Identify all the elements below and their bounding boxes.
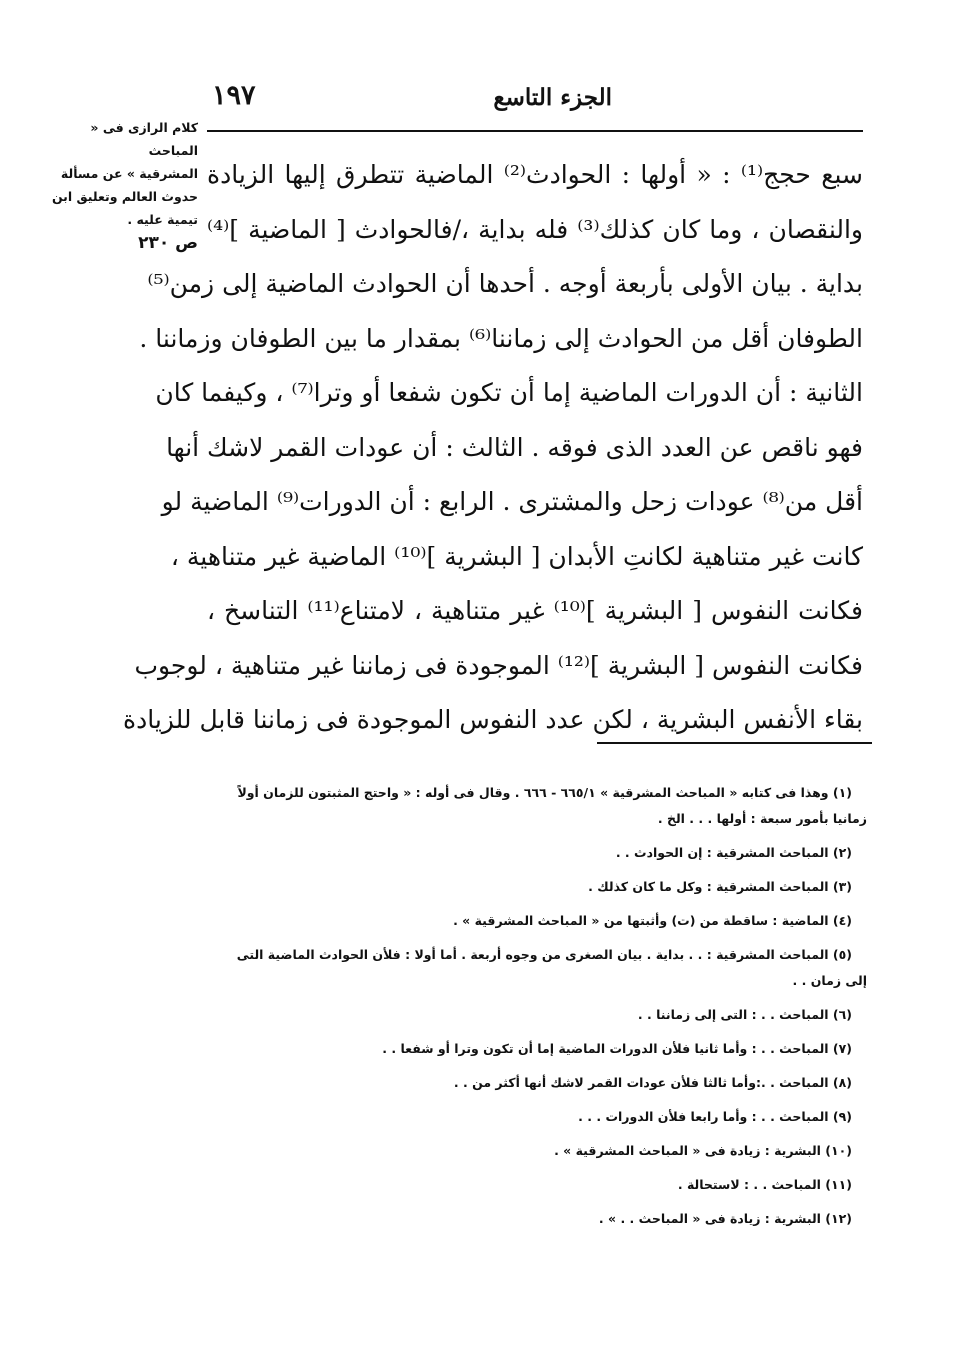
footnote: (٢) المباحث المشرقية : إن الحوادث . . (615, 845, 852, 860)
footnote-continuation: زمانيا بأمور سبعة : أولها . . . الخ . (657, 811, 867, 826)
footnotes (212, 776, 867, 1236)
footnote: (٩) المباحث . . : وأما رابعا فلأن الدورات . . . (578, 1109, 852, 1124)
margin-note-line: كلام الرازى فى « المباحث (90, 120, 198, 158)
running-title: الجزء التاسع (493, 84, 612, 111)
text-line: بقاء الأنفس البشرية ، لكن عدد النفوس الموجودة فى زماننا قابل للزيادة (123, 705, 863, 734)
footnote: (٥) المباحث المشرقية : . . بداية . بيان الصغرى من وجوه أربعة . أما أولا : فلأن الحوادث الماضية التى (236, 947, 852, 962)
footnote: (١١) المباحث . . : لاستحالة . (677, 1177, 852, 1192)
text-line: الثانية : أن الدورات الماضية إما أن تكون شفعا أو وترا⁽⁷⁾ ، وكيفما كان (155, 378, 863, 407)
footnote: (١٢) البشرية : زيادة فى « المباحث . . » . (598, 1211, 852, 1226)
text-line: فهو ناقص عن العدد الذى فوقه . الثالث : أن عودات القمر لاشك أنها (166, 432, 863, 462)
footnote: (١٠) البشرية : زيادة فى « المباحث المشرقية » . (554, 1143, 852, 1158)
header-rule (207, 130, 863, 132)
page-header (212, 78, 862, 122)
text-line: كانت غير متناهية لكانتِ الأبدان [ البشرية ]⁽¹⁰⁾ الماضية غير متناهية ، (170, 541, 863, 571)
footnote-separator (597, 742, 872, 744)
footnote: (٦) المباحث . . : التى إلى زماننا . . (637, 1007, 852, 1022)
text-line: سبع حجج⁽¹⁾ : « أولها : الحوادث⁽²⁾ الماضية تتطرق إليها الزيادة (207, 160, 863, 189)
footnote-continuation: إلى زمان . . (792, 973, 867, 988)
footnote: (٤) الماضية : ساقطة من (ت) وأثبتها من « المباحث المشرقية » . (453, 913, 852, 928)
text-line: أقل من⁽⁸⁾ عودات زحل والمشترى . الرابع : أن الدورات⁽⁹⁾ الماضية لو (161, 487, 863, 516)
footnote: (٧) المباحث . . : وأما ثانيا فلأن الدورات الماضية إما أن تكون وترا أو شفعا . . (382, 1041, 852, 1056)
text-line: الطوفان أقل من الحوادث إلى زماننا⁽⁶⁾ بمقدار ما بين الطوفان وزماننا . (139, 323, 863, 353)
text-line: فكانت النفوس [ البشرية ]⁽¹²⁾ الموجودة فى زماننا غير متناهية ، لوجوب (134, 650, 863, 680)
text-line: والنقصان ، وما كان كذلك⁽³⁾ فله بداية ،/فالحوادث [ الماضية ]⁽⁴⁾ (207, 214, 864, 244)
margin-note-line: المشرقية » عن مسألة (60, 166, 198, 181)
footnote: (٣) المباحث المشرقية : وكل ما كان كذلك . (588, 879, 852, 894)
margin-page-reference: ص ٢٣٠ (138, 233, 198, 253)
text-line: فكانت النفوس [ البشرية ]⁽¹⁰⁾ غير متناهية ، لامتناع⁽¹¹⁾ التناسخ ، (207, 596, 863, 625)
footnote: (١) وهذا فى كتابه « المباحث المشرقية » ٦٦٥/١ - ٦٦٦ . وقال فى أوله : « واحتج المثبتون للزمان أولاً (237, 785, 852, 800)
footnote: (٨) المباحث . .:وأما ثالثا فلأن عودات القمر لاشك أنها أكثر من . . (453, 1075, 852, 1090)
margin-note (38, 116, 198, 255)
page-number: ١٩٧ (212, 80, 256, 111)
text-line: بداية . بيان الأولى بأربعة أوجه . أحدها أن الحوادث الماضية إلى زمن⁽⁵⁾ (147, 269, 863, 298)
margin-note-line: حدوث العالم وتعليق ابن (51, 189, 198, 204)
margin-note-line: تيمية عليه . (127, 212, 198, 227)
